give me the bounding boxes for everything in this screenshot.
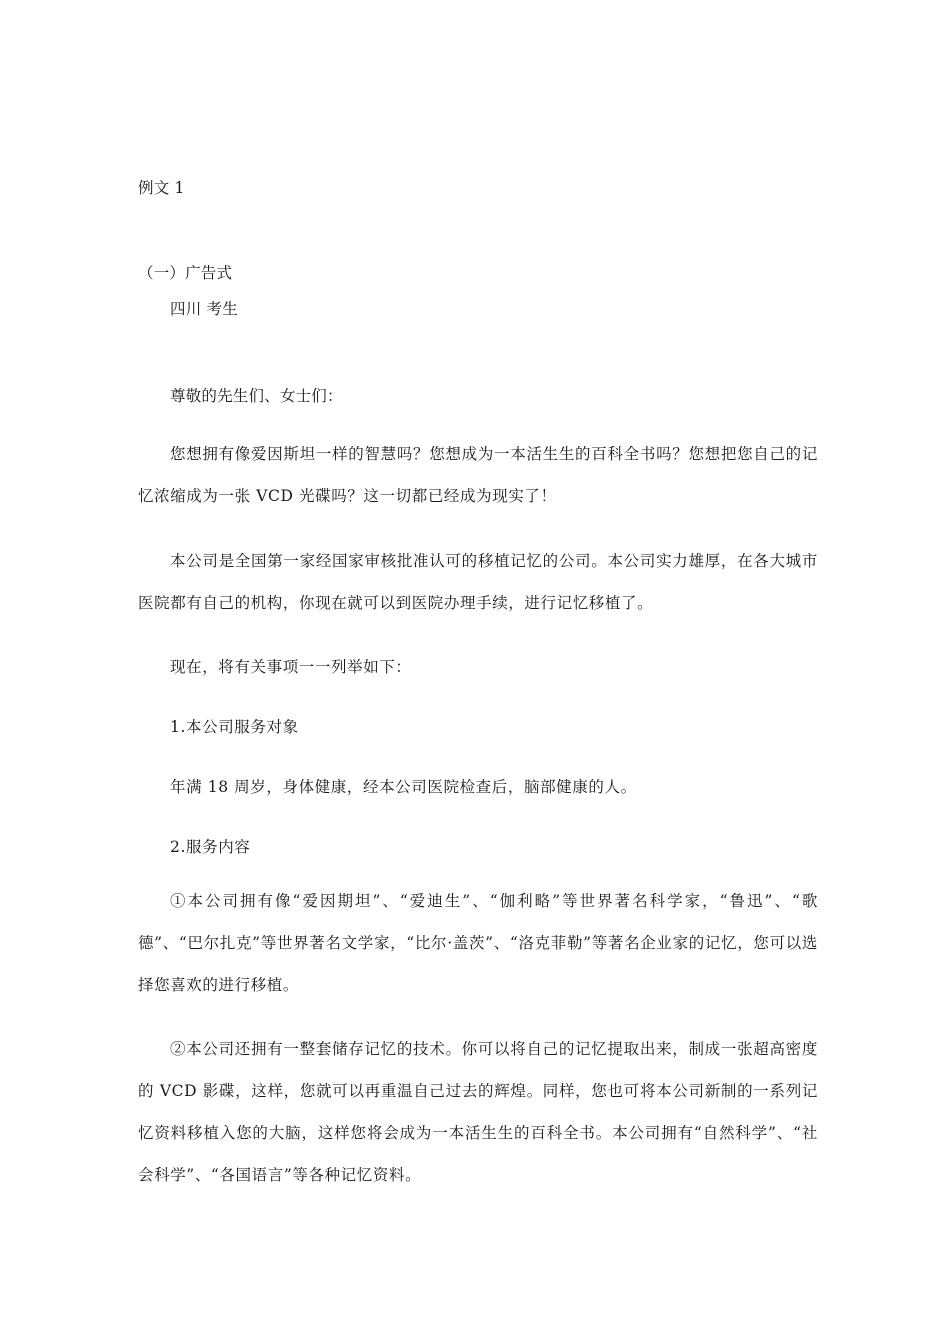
heading-service-content: 2.服务内容	[170, 838, 251, 856]
example-title: 例文 1	[138, 179, 185, 197]
section-title: （一）广告式	[138, 264, 233, 282]
paragraph-company: 本公司是全国第一家经国家审核批准认可的移植记忆的公司。本公司实力雄厚，在各大城市医院都有自己的机构，你现在就可以到医院办理手续，进行记忆移植了。	[138, 552, 818, 612]
author-line: 四川 考生	[170, 300, 238, 318]
paragraph-service-item-1: ①本公司拥有像“爱因期坦”、“爱迪生”、“伽利略”等世界著名科学家，“鲁迅”、“歌德”、“巴尔扎克”等世界著名文学家，“比尔·盖茨”、“洛克菲勒”等著名企业家的记忆，您可以选择您喜欢的进行移植。	[138, 892, 818, 994]
paragraph-list-intro: 现在，将有关事项一一列举如下：	[170, 658, 412, 676]
paragraph-intro: 您想拥有像爱因斯坦一样的智慧吗？您想成为一本活生生的百科全书吗？您想把您自己的记忆浓缩成为一张 VCD 光碟吗？这一切都已经成为现实了！	[138, 445, 818, 505]
greeting: 尊敬的先生们、女士们：	[170, 387, 343, 405]
paragraph-service-target: 年满 18 周岁，身体健康，经本公司医院检查后，脑部健康的人。	[170, 778, 637, 796]
heading-service-target: 1.本公司服务对象	[170, 718, 299, 736]
paragraph-service-item-2: ②本公司还拥有一整套储存记忆的技术。你可以将自己的记忆提取出来，制成一张超高密度的 VCD 影碟，这样，您就可以再重温自己过去的辉煌。同样，您也可将本公司新制的一系列记忆资料移植入您的大脑，这样您将会成为一本活生生的百科全书。本公司拥有“自然科学”、“社会科学”、“各国语言”等各种记忆资料。	[138, 1040, 818, 1184]
